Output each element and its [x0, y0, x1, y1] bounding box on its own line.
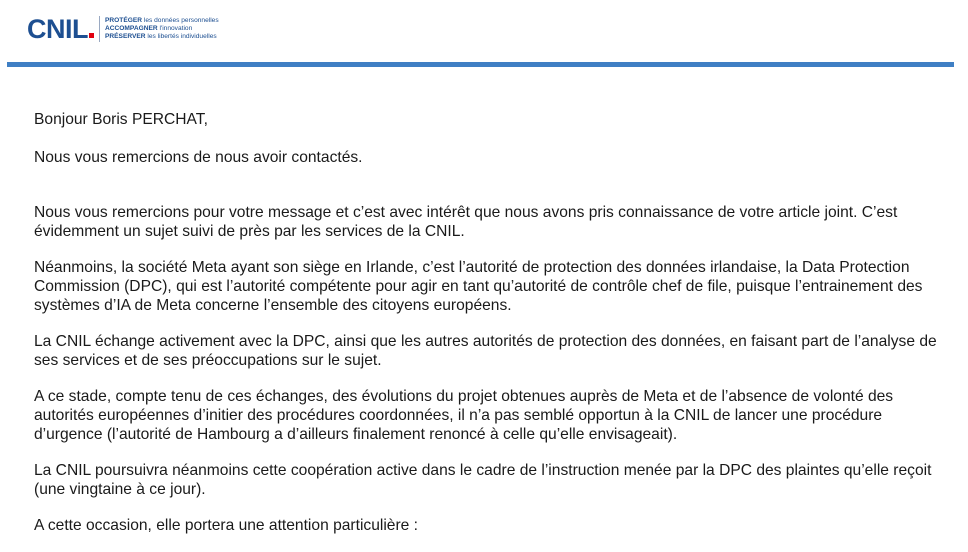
paragraph-6: A cette occasion, elle portera une attention particulière :	[34, 517, 419, 534]
header-divider	[7, 62, 954, 67]
paragraph-4: A ce stade, compte tenu de ces échanges, des évolutions du projet obtenues auprès de Meta et de l’absence de volonté des autorités européennes d’initier des procédures coordonnées, il n’a pas semblé opportun à la CNIL de lancer une procédure d’urgence (l’autorité de Hambourg a d’ailleurs finalement renoncé à celle qu’elle envisageait).	[34, 388, 894, 443]
logo-tagline	[105, 17, 219, 41]
tagline-line-3: PRÉSERVER les libertés individuelles	[105, 33, 217, 40]
letter-body	[34, 110, 950, 552]
logo-separator	[99, 16, 100, 42]
logo-wordmark	[27, 14, 94, 44]
cnil-logo	[27, 14, 219, 44]
greeting: Bonjour Boris PERCHAT,	[34, 111, 208, 128]
tagline-line-2: ACCOMPAGNER l'innovation	[105, 25, 193, 32]
logo-text: CNIL	[27, 14, 88, 44]
paragraph-3: La CNIL échange activement avec la DPC, ainsi que les autres autorités de protection des données, en faisant part de l’analyse de ses services et de ses préoccupations sur le sujet.	[34, 333, 937, 369]
paragraph-2: Néanmoins, la société Meta ayant son siège en Irlande, c’est l’autorité de protection des données irlandaise, la Data Protection Commission (DPC), qui est l’autorité compétente pour agir en tant qu’autorité de contrôle chef de file, puisque l’entrainement des systèmes d’IA de Meta concerne l’ensemble des citoyens européens.	[34, 259, 923, 314]
logo-red-dot	[89, 33, 94, 38]
paragraph-1: Nous vous remercions pour votre message et c’est avec intérêt que nous avons pris connaissance de votre article joint. C’est évidemment un sujet suivi de près par les services de la CNIL.	[34, 204, 898, 240]
thanks-line: Nous vous remercions de nous avoir contactés.	[34, 149, 363, 166]
tagline-line-1: PROTÉGER les données personnelles	[105, 17, 219, 24]
email-header	[0, 0, 968, 70]
paragraph-5: La CNIL poursuivra néanmoins cette coopération active dans le cadre de l’instruction menée par la DPC des plaintes qu’elle reçoit (une vingtaine à ce jour).	[34, 462, 932, 498]
